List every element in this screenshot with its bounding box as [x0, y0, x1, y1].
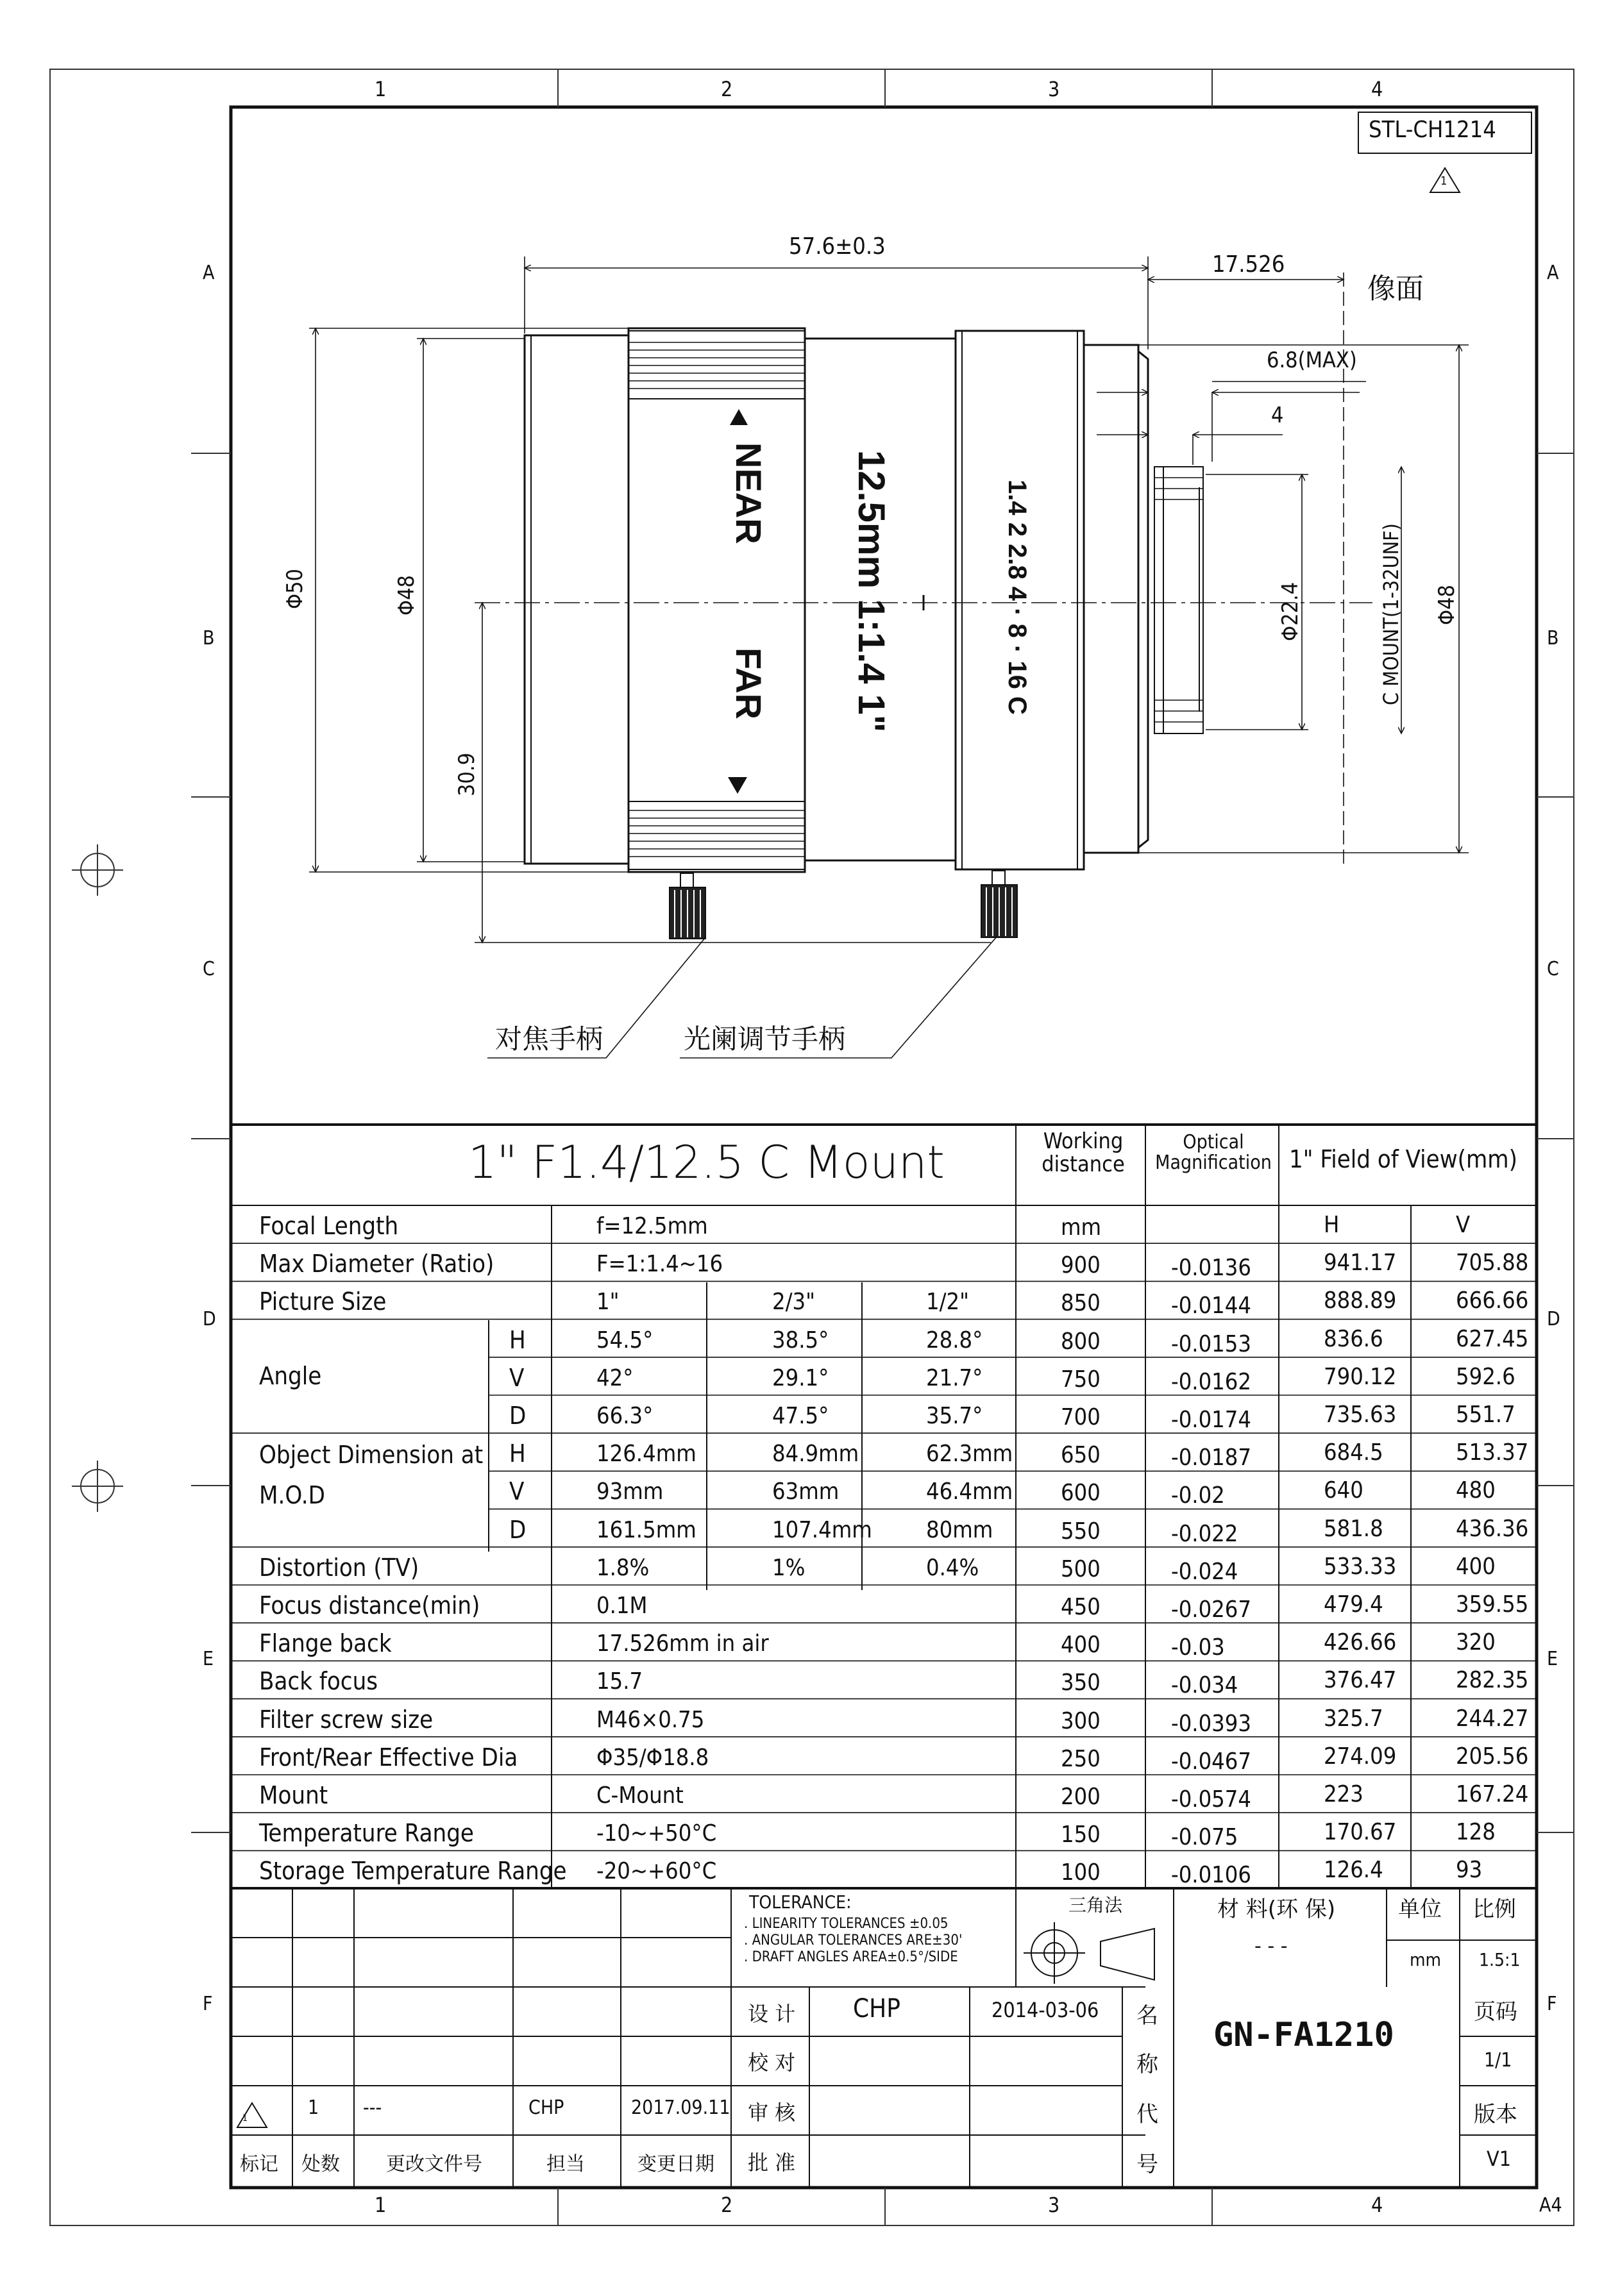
- fov-v-cell: 513.37: [1456, 1439, 1529, 1466]
- working-distance-cell: 850: [1061, 1290, 1101, 1317]
- spec-sub: V: [509, 1363, 525, 1392]
- row-letter: C: [203, 958, 215, 980]
- fov-h-cell: 479.4: [1324, 1591, 1383, 1618]
- col-number: 4: [1371, 2193, 1383, 2217]
- spec-value: -10~+50°C: [596, 1820, 717, 1847]
- header-mark: 标记: [240, 2153, 278, 2175]
- design-date: 2014-03-06: [991, 1998, 1099, 2022]
- fov-h-cell: 533.33: [1324, 1553, 1397, 1580]
- fov-h-cell: 426.66: [1324, 1629, 1397, 1656]
- header-date: 变更日期: [637, 2153, 714, 2175]
- col-number: 4: [1371, 77, 1383, 101]
- magnification-cell: -0.022: [1171, 1520, 1238, 1547]
- magnification-cell: -0.02: [1171, 1482, 1225, 1509]
- code-label-1: 代: [1136, 2102, 1158, 2127]
- magnification-cell: -0.0144: [1171, 1293, 1251, 1320]
- magnification-cell: -0.0187: [1171, 1445, 1251, 1471]
- focus-near-label: NEAR: [729, 442, 769, 544]
- spec-value: 1": [596, 1289, 620, 1316]
- revision-by: CHP: [528, 2097, 564, 2119]
- spec-label: Mount: [259, 1781, 328, 1809]
- fov-h-cell: 684.5: [1324, 1439, 1383, 1466]
- fov-h-cell: 274.09: [1324, 1743, 1397, 1770]
- magnification-cell: -0.0106: [1171, 1862, 1251, 1889]
- col-number: 2: [721, 2193, 733, 2217]
- magnification-cell: -0.034: [1171, 1672, 1238, 1699]
- working-distance-cell: 500: [1061, 1555, 1101, 1582]
- magnification-cell: -0.03: [1171, 1634, 1225, 1661]
- spec-value: 0.4%: [926, 1554, 979, 1581]
- spec-value: 29.1°: [772, 1364, 829, 1391]
- fov-v-cell: 167.24: [1456, 1781, 1529, 1807]
- working-distance-cell: mm: [1061, 1214, 1102, 1241]
- working-distance-cell: 700: [1061, 1404, 1101, 1430]
- approve-label: 批 准: [748, 2150, 796, 2175]
- tolerance-draft: . DRAFT ANGLES AREA±0.5°/SIDE: [744, 1949, 958, 1965]
- spec-value: M46×0.75: [596, 1706, 705, 1733]
- spec-label: Back focus: [259, 1667, 378, 1696]
- revision-triangle-number: 1: [1440, 174, 1447, 188]
- working-distance-cell: 300: [1061, 1707, 1101, 1734]
- version-label: 版本: [1474, 2102, 1517, 2127]
- spec-value: 93mm: [596, 1479, 664, 1505]
- fov-h-cell: 126.4: [1324, 1857, 1383, 1884]
- spec-value: 0.1M: [596, 1593, 648, 1619]
- unit-value: mm: [1410, 1949, 1442, 1970]
- spec-label: Focus distance(min): [259, 1591, 480, 1620]
- row-letter: F: [1547, 1993, 1557, 2015]
- spec-value: 66.3°: [596, 1403, 654, 1429]
- focus-handle-callout: 对焦手柄: [495, 1023, 603, 1055]
- fov-v-cell: 93: [1456, 1857, 1483, 1884]
- spec-value: 84.9mm: [772, 1441, 859, 1468]
- spec-value: 107.4mm: [772, 1516, 872, 1543]
- spec-label: Temperature Range: [259, 1819, 474, 1848]
- fov-v-cell: 627.45: [1456, 1325, 1529, 1352]
- outer-diameter-dimension: Φ50: [282, 569, 308, 609]
- spec-value: 21.7°: [926, 1364, 983, 1391]
- working-distance-cell: 100: [1061, 1859, 1101, 1886]
- flange-dimension: 17.526: [1212, 251, 1285, 278]
- magnification-cell: -0.0267: [1171, 1596, 1251, 1623]
- name-label-2: 称: [1136, 2052, 1158, 2077]
- material-label: 材 料(环 保): [1217, 1897, 1336, 1922]
- spec-label: Storage Temperature Range: [259, 1857, 567, 1886]
- field-of-view-header: 1" Field of View(mm): [1289, 1145, 1517, 1173]
- fov-v-cell: 320: [1456, 1629, 1496, 1656]
- focus-far-label: FAR: [729, 648, 769, 719]
- review-label: 审 核: [748, 2100, 796, 2125]
- spec-value: 1.8%: [596, 1554, 650, 1581]
- tolerance-angular: . ANGULAR TOLERANCES ARE±30': [744, 1932, 963, 1948]
- c-mount-dimension: C MOUNT(1-32UNF): [1379, 523, 1403, 705]
- header-document: 更改文件号: [386, 2153, 482, 2175]
- col-number: 3: [1048, 77, 1060, 101]
- row-letter: A: [1547, 262, 1559, 284]
- working-distance-header: Working distance: [1042, 1128, 1125, 1177]
- spec-label: Object Dimension at: [259, 1441, 484, 1470]
- row-letter: A: [203, 262, 215, 284]
- working-distance-cell: 250: [1061, 1745, 1101, 1772]
- fov-h-cell: 941.17: [1324, 1250, 1397, 1277]
- spec-label: Angle: [259, 1361, 322, 1390]
- max-protrusion-dimension: 6.8(MAX): [1267, 348, 1357, 373]
- spec-value: 126.4mm: [596, 1441, 696, 1468]
- paper-size: A4: [1539, 2194, 1562, 2216]
- tolerance-linear: . LINEARITY TOLERANCES ±0.05: [744, 1916, 949, 1932]
- spec-value: 63mm: [772, 1479, 840, 1505]
- magnification-cell: -0.0174: [1171, 1407, 1251, 1433]
- magnification-cell: -0.0393: [1171, 1710, 1251, 1737]
- thread-depth-dimension: 4: [1271, 403, 1284, 428]
- spec-value: 80mm: [926, 1516, 993, 1543]
- spec-value: 28.8°: [926, 1327, 983, 1353]
- magnification-cell: -0.0162: [1171, 1368, 1251, 1395]
- spec-value: 54.5°: [596, 1327, 654, 1353]
- unit-label: 单位: [1398, 1897, 1442, 1922]
- fov-h-cell: 376.47: [1324, 1667, 1397, 1694]
- fov-v-cell: 705.88: [1456, 1250, 1529, 1277]
- rear-diameter-dimension: Φ22.4: [1278, 582, 1303, 641]
- fov-h-cell: 640: [1324, 1477, 1363, 1504]
- designer: CHP: [853, 1994, 900, 2024]
- version-value: V1: [1487, 2147, 1511, 2171]
- working-distance-cell: 150: [1061, 1822, 1101, 1848]
- spec-sub: V: [509, 1477, 525, 1506]
- code-label-2: 号: [1136, 2152, 1158, 2177]
- spec-label: Focal Length: [259, 1212, 399, 1240]
- fov-v-cell: 480: [1456, 1477, 1496, 1504]
- spec-sub: D: [509, 1515, 527, 1544]
- spec-value: 42°: [596, 1364, 634, 1391]
- working-distance-cell: 400: [1061, 1632, 1101, 1659]
- revision-document: ---: [363, 2097, 382, 2119]
- spec-value: C-Mount: [596, 1782, 684, 1809]
- working-distance-cell: 650: [1061, 1442, 1101, 1469]
- rear-body-diameter-dimension: Φ48: [1434, 585, 1460, 625]
- image-plane-label: 像面: [1367, 272, 1424, 305]
- revision-mark-icon: [237, 2103, 267, 2127]
- optical-magnification-header: Optical Magnification: [1155, 1131, 1272, 1174]
- part-name: GN-FA1210: [1213, 2016, 1394, 2054]
- spec-label: Flange back: [259, 1629, 392, 1658]
- spec-value: -20~+60°C: [596, 1858, 717, 1885]
- spec-value: 35.7°: [926, 1403, 983, 1429]
- magnification-cell: -0.0153: [1171, 1330, 1251, 1357]
- fov-v-cell: 244.27: [1456, 1705, 1529, 1732]
- fov-v-cell: 282.35: [1456, 1667, 1529, 1694]
- spec-label: Distortion (TV): [259, 1553, 419, 1582]
- spec-sub: H: [509, 1439, 526, 1468]
- spec-sub: D: [509, 1402, 527, 1430]
- spec-value: 38.5°: [772, 1327, 829, 1353]
- magnification-cell: -0.024: [1171, 1558, 1238, 1585]
- fov-v-cell: 400: [1456, 1553, 1496, 1580]
- spec-sub: H: [509, 1325, 526, 1354]
- revision-mark-number: 1: [242, 2113, 248, 2124]
- header-count: 处数: [301, 2153, 340, 2175]
- spec-value: 46.4mm: [926, 1479, 1013, 1505]
- row-letter: B: [203, 627, 215, 649]
- working-distance-cell: 200: [1061, 1784, 1101, 1810]
- spec-value: F=1:1.4~16: [596, 1251, 723, 1278]
- fov-v-cell: 436.36: [1456, 1515, 1529, 1542]
- projection-label: 三角法: [1068, 1895, 1123, 1916]
- drawing-ref: STL-CH1214: [1369, 117, 1496, 143]
- spec-value: f=12.5mm: [596, 1213, 708, 1239]
- spec-value: 161.5mm: [596, 1516, 696, 1543]
- fov-v-cell: 592.6: [1456, 1363, 1515, 1390]
- material-value: - - -: [1254, 1935, 1288, 1957]
- fov-h-cell: 888.89: [1324, 1287, 1397, 1314]
- spec-label: Picture Size: [259, 1287, 387, 1316]
- fov-v-cell: V: [1456, 1212, 1471, 1238]
- working-distance-cell: 750: [1061, 1366, 1101, 1393]
- iris-handle-callout: 光阑调节手柄: [684, 1023, 846, 1055]
- working-distance-cell: 550: [1061, 1518, 1101, 1545]
- spec-value: 17.526mm in air: [596, 1630, 769, 1657]
- fov-v-cell: 551.7: [1456, 1402, 1515, 1428]
- spec-value: 62.3mm: [926, 1441, 1013, 1468]
- check-label: 校 对: [748, 2050, 796, 2075]
- fov-h-cell: H: [1324, 1212, 1340, 1238]
- spec-label: Max Diameter (Ratio): [259, 1250, 494, 1278]
- header-by: 担当: [546, 2153, 585, 2175]
- fov-h-cell: 790.12: [1324, 1363, 1397, 1390]
- page-value: 1/1: [1484, 2049, 1512, 2072]
- spec-label: M.O.D: [259, 1481, 325, 1510]
- fov-h-cell: 170.67: [1324, 1819, 1397, 1846]
- row-letter: B: [1547, 627, 1559, 649]
- fov-v-cell: 359.55: [1456, 1591, 1529, 1618]
- working-distance-cell: 350: [1061, 1670, 1101, 1697]
- revision-count: 1: [308, 2097, 319, 2119]
- fov-h-cell: 325.7: [1324, 1705, 1383, 1732]
- spec-value: 47.5°: [772, 1403, 829, 1429]
- working-distance-cell: 900: [1061, 1252, 1101, 1279]
- working-distance-cell: 600: [1061, 1480, 1101, 1507]
- fov-v-cell: 666.66: [1456, 1287, 1529, 1314]
- row-letter: D: [1547, 1308, 1560, 1330]
- spec-table-title: 1" F1.4/12.5 C Mount: [468, 1136, 945, 1189]
- design-label: 设 计: [748, 2002, 796, 2026]
- spec-value: 1%: [772, 1554, 806, 1581]
- fov-h-cell: 735.63: [1324, 1402, 1397, 1428]
- spec-value: 1/2": [926, 1289, 970, 1316]
- fov-v-cell: 128: [1456, 1819, 1496, 1846]
- magnification-cell: -0.0136: [1171, 1255, 1251, 1282]
- col-number: 1: [375, 2193, 387, 2217]
- col-number: 3: [1048, 2193, 1060, 2217]
- col-number: 1: [375, 77, 387, 101]
- handle-height-dimension: 30.9: [454, 752, 480, 796]
- lens-model-label: 12.5mm 1:1.4 1": [850, 450, 892, 733]
- row-letter: C: [1547, 958, 1559, 980]
- magnification-cell: -0.0574: [1171, 1786, 1251, 1813]
- spec-value: 2/3": [772, 1289, 816, 1316]
- name-label-1: 名: [1136, 2003, 1158, 2029]
- revision-date: 2017.09.11: [631, 2097, 730, 2119]
- front-diameter-dimension: Φ48: [394, 575, 419, 616]
- scale-value: 1.5:1: [1479, 1949, 1521, 1970]
- working-distance-cell: 800: [1061, 1328, 1101, 1355]
- length-dimension: 57.6±0.3: [789, 233, 886, 260]
- working-distance-cell: 450: [1061, 1594, 1101, 1620]
- fov-h-cell: 581.8: [1324, 1515, 1383, 1542]
- fov-h-cell: 223: [1324, 1781, 1363, 1807]
- third-angle-projection-icon: [1024, 1922, 1154, 1984]
- page-label: 页码: [1474, 1999, 1517, 2025]
- spec-label: Filter screw size: [259, 1705, 434, 1734]
- spec-value: 15.7: [596, 1668, 643, 1695]
- col-number: 2: [721, 77, 733, 101]
- aperture-scale: 1.4 2 2.8 4 · 8 · 16 C: [1003, 480, 1031, 715]
- scale-label: 比例: [1472, 1897, 1516, 1922]
- row-letter: E: [1547, 1648, 1558, 1670]
- fov-v-cell: 205.56: [1456, 1743, 1529, 1770]
- spec-value: Φ35/Φ18.8: [596, 1744, 709, 1771]
- row-letter: F: [203, 1993, 213, 2015]
- magnification-cell: -0.075: [1171, 1824, 1238, 1851]
- magnification-cell: -0.0467: [1171, 1748, 1251, 1775]
- tolerance-title: TOLERANCE:: [749, 1891, 852, 1913]
- spec-label: Front/Rear Effective Dia: [259, 1743, 518, 1772]
- fov-h-cell: 836.6: [1324, 1325, 1383, 1352]
- row-letter: D: [203, 1308, 216, 1330]
- row-letter: E: [203, 1648, 214, 1670]
